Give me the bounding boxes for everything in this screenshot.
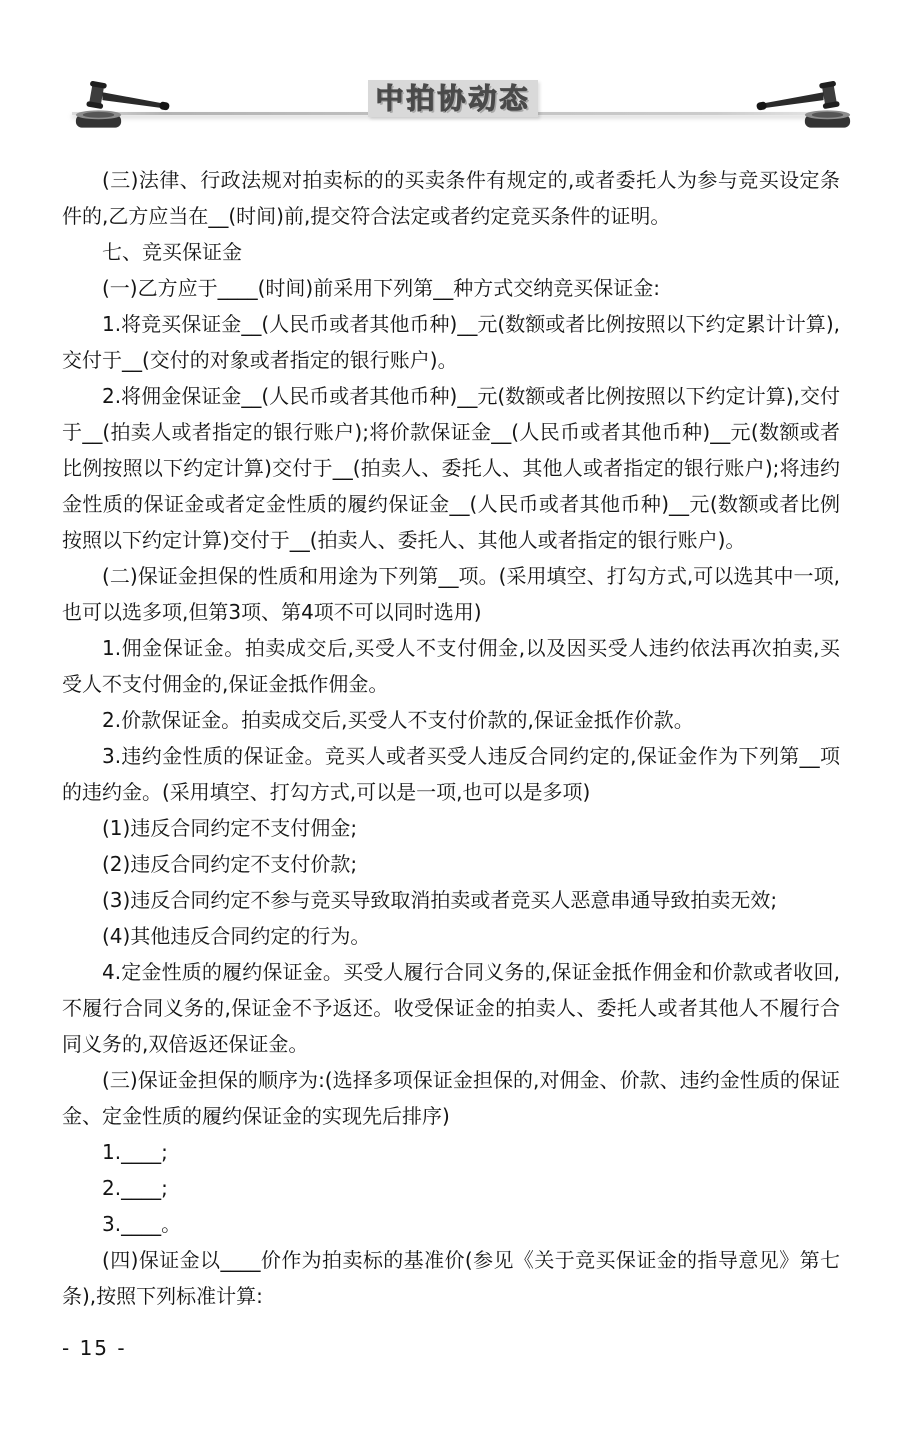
deposit-method-1: 1.将竞买保证金__(人民币或者其他币种)__元(数额或者比例按照以下约定累计计算),交付于__(交付的对象或者指定的银行账户)。 [62,312,840,372]
deposit-nature-item-2: 2.价款保证金。拍卖成交后,买受人不支付价款的,保证金抵作价款。 [102,708,694,732]
page-number: - 15 - [62,1336,127,1360]
breach-sub-item-4: (4)其他违反合同约定的行为。 [102,924,371,948]
breach-sub-item-2: (2)违反合同约定不支付价款; [102,852,358,876]
order-blank-3: 3.____。 [102,1212,182,1236]
header-title: 中拍协动态 [375,81,531,115]
gavel-icon [738,77,856,131]
breach-sub-item-3: (3)违反合同约定不参与竞买导致取消拍卖或者竞买人恶意串通导致拍卖无效; [102,888,778,912]
clause-deposit-nature-intro: (二)保证金担保的性质和用途为下列第__项。(采用填空、打勾方式,可以选其中一项,也可以选多项,但第3项、第4项不可以同时选用) [62,564,840,624]
gavel-icon [70,77,188,131]
clause-deposit-payment-intro: (一)乙方应于____(时间)前采用下列第__种方式交纳竞买保证金: [102,276,660,300]
clause-3-buyer-conditions: (三)法律、行政法规对拍卖标的的买卖条件有规定的,或者委托人为参与竞买设定条件的,乙方应当在__(时间)前,提交符合法定或者约定竞买条件的证明。 [62,168,840,228]
deposit-method-2: 2.将佣金保证金__(人民币或者其他币种)__元(数额或者比例按照以下约定计算),交付于__(拍卖人或者指定的银行账户);将价款保证金__(人民币或者其他币种)__元(数额或者比例按照以下约定计算)交付于__(拍卖人、委托人、其他人或者指定的银行账户);将违约金性质的保证金或者定金性质的履约保证金__(人民币或者其他币种)__元(数额或者比例按照以下约定计算)交付于__(拍卖人、委托人、其他人或者指定的银行账户)。 [62,384,840,552]
order-blank-2: 2.____; [102,1176,168,1200]
header-title-box [368,80,538,117]
order-blank-1: 1.____; [102,1140,168,1164]
clause-deposit-base-price: (四)保证金以____价作为拍卖标的基准价(参见《关于竞买保证金的指导意见》第七条),按照下列标准计算: [62,1248,840,1308]
deposit-nature-item-3: 3.违约金性质的保证金。竞买人或者买受人违反合同约定的,保证金作为下列第__项的违约金。(采用填空、打勾方式,可以是一项,也可以是多项) [62,744,840,804]
breach-sub-item-1: (1)违反合同约定不支付佣金; [102,816,358,840]
document-body [62,162,840,1314]
section-heading-bid-deposit: 七、竞买保证金 [102,240,242,264]
deposit-nature-item-1: 1.佣金保证金。拍卖成交后,买受人不支付佣金,以及因买受人违约依法再次拍卖,买受人不支付佣金的,保证金抵作佣金。 [62,636,840,696]
deposit-nature-item-4: 4.定金性质的履约保证金。买受人履行合同义务的,保证金抵作佣金和价款或者收回,不履行合同义务的,保证金不予返还。收受保证金的拍卖人、委托人或者其他人不履行合同义务的,双倍返还保证金。 [62,960,840,1056]
clause-deposit-order-intro: (三)保证金担保的顺序为:(选择多项保证金担保的,对佣金、价款、违约金性质的保证金、定金性质的履约保证金的实现先后排序) [62,1068,840,1128]
